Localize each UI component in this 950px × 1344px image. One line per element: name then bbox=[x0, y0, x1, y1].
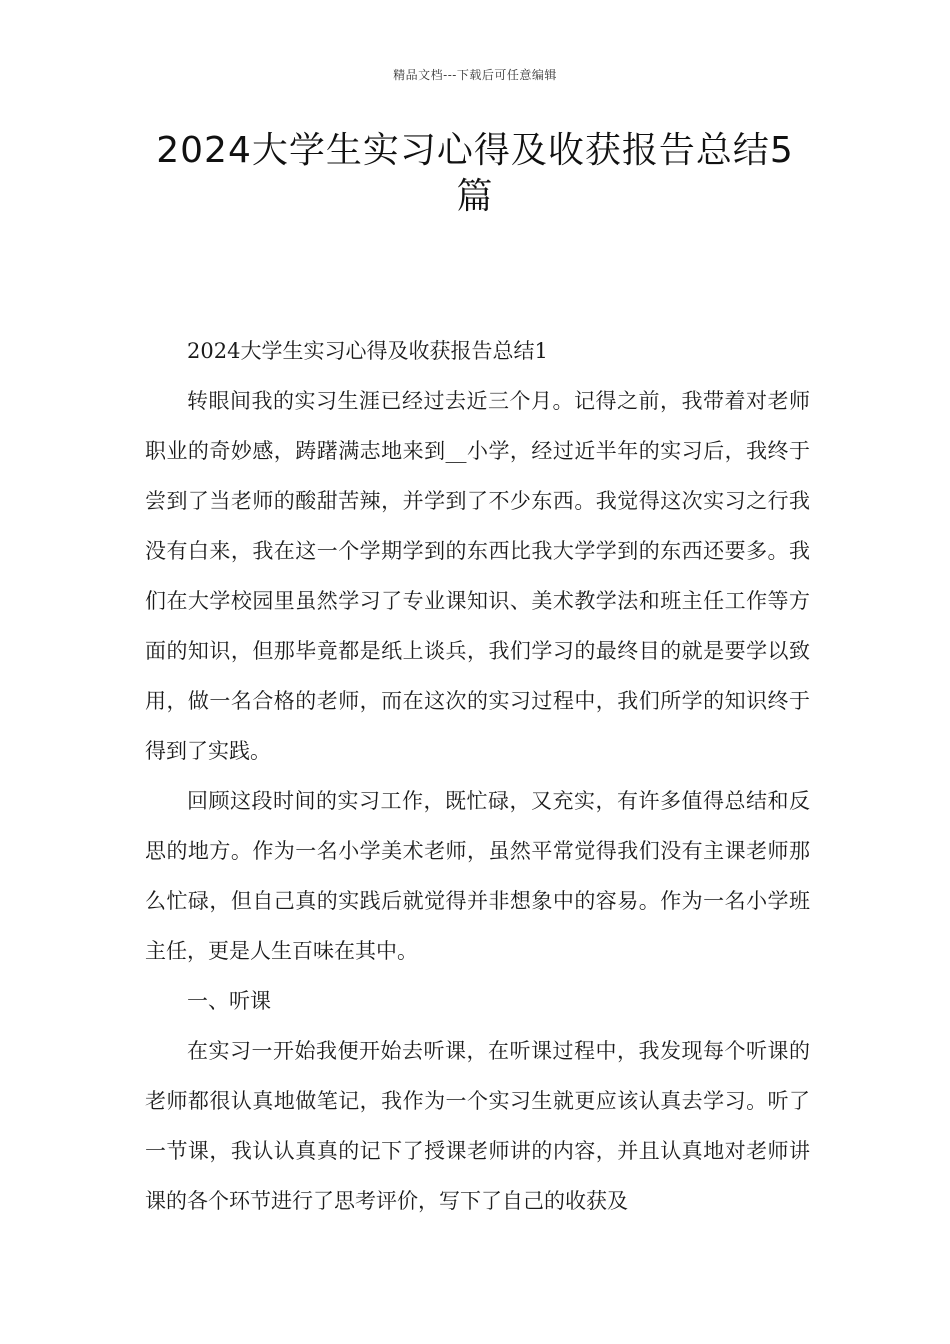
document-title: 2024大学生实习心得及收获报告总结5篇 bbox=[156, 130, 794, 217]
body-paragraph: 回顾这段时间的实习工作，既忙碌，又充实，有许多值得总结和反思的地方。作为一名小学美术老师，虽然平常觉得我们没有主课老师那么忙碌，但自己真的实践后就觉得并非想象中的容易。作为一名小学班主任，更是人生百味在其中。 bbox=[145, 789, 810, 963]
header-note: 精品文档---下载后可任意编辑 bbox=[393, 68, 557, 82]
section-heading: 2024大学生实习心得及收获报告总结1 bbox=[187, 339, 548, 363]
subsection-heading: 一、听课 bbox=[187, 989, 271, 1013]
document-body bbox=[145, 326, 810, 1226]
body-paragraph: 转眼间我的实习生涯已经过去近三个月。记得之前，我带着对老师职业的奇妙感，踌躇满志地来到__小学，经过近半年的实习后，我终于尝到了当老师的酸甜苦辣，并学到了不少东西。我觉得这次实习之行我没有白来，我在这一个学期学到的东西比我大学学到的东西还要多。我们在大学校园里虽然学习了专业课知识、美术教学法和班主任工作等方面的知识，但那毕竟都是纸上谈兵，我们学习的最终目的就是要学以致用，做一名合格的老师，而在这次的实习过程中，我们所学的知识终于得到了实践。 bbox=[145, 389, 810, 763]
body-paragraph: 在实习一开始我便开始去听课，在听课过程中，我发现每个听课的老师都很认真地做笔记，我作为一个实习生就更应该认真去学习。听了一节课，我认认真真的记下了授课老师讲的内容，并且认真地对老师讲课的各个环节进行了思考评价，写下了自己的收获及 bbox=[145, 1039, 810, 1213]
